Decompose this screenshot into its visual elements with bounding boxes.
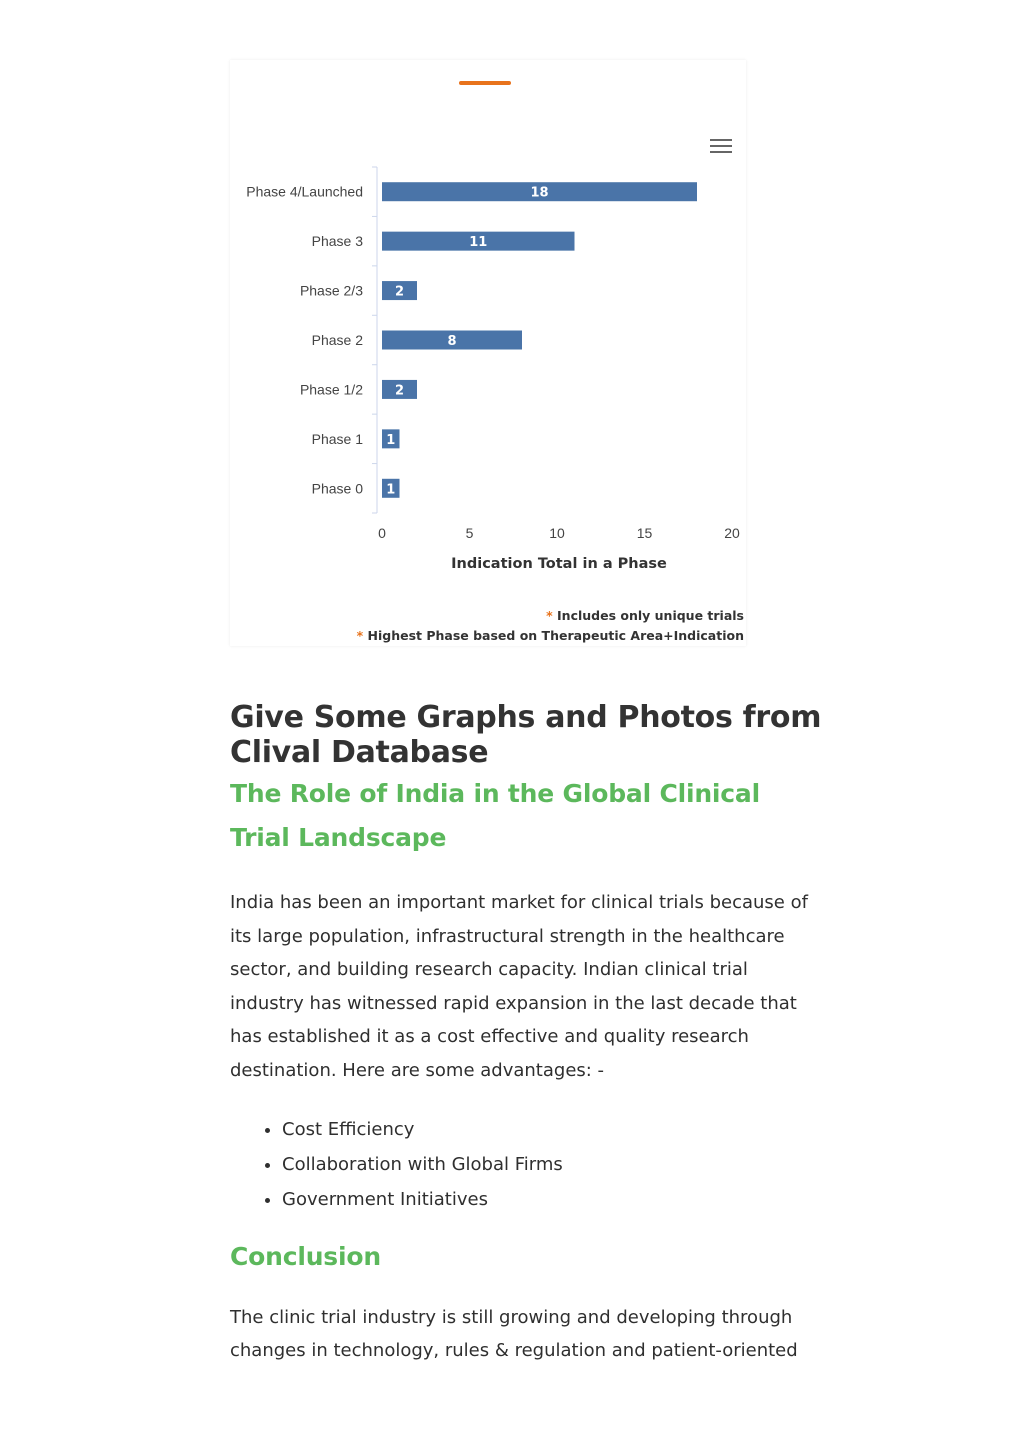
bar-value-label: 8	[447, 334, 457, 349]
category-label: Phase 1	[311, 430, 363, 447]
phase-chart-card	[230, 60, 746, 646]
page-title: Give Some Graphs and Photos from Clival Database	[230, 700, 822, 770]
x-tick-label: 0	[378, 525, 386, 541]
article	[230, 700, 830, 1368]
category-label: Phase 0	[311, 480, 363, 497]
chart-note-1: * Includes only unique trials	[546, 608, 744, 623]
bar-value-label: 1	[386, 482, 396, 498]
conclusion-heading: Conclusion	[230, 1241, 381, 1271]
bar-value-label: 2	[394, 284, 405, 300]
x-tick-label: 15	[636, 525, 653, 541]
intro-paragraph: India has been an important market for clinical trials because of its large population, infrastructural strength in the healthcare sector, and building research capacity. Indian clinical trial industry has witnessed rapid expansion in the last decade that has established it as a cost effective and quality research destination. Here are some advantages: -	[230, 892, 808, 1081]
bar-value-label: 11	[469, 235, 488, 251]
chart-notes	[357, 606, 744, 646]
category-label: Phase 2/3	[299, 282, 363, 299]
list-item: • Collaboration with Global Firms	[282, 1147, 830, 1182]
category-label: Phase 3	[311, 233, 363, 250]
x-axis-title: Indication Total in a Phase	[451, 556, 667, 572]
category-label: Phase 4/Launched	[246, 183, 363, 200]
advantages-list	[230, 1112, 830, 1217]
category-label: Phase 2	[311, 332, 363, 348]
x-tick-label: 20	[724, 525, 740, 541]
section-heading-india: The Role of India in the Global Clinical Trial Landscape	[230, 779, 760, 852]
x-tick-label: 5	[465, 525, 474, 541]
chart-note-2: * Highest Phase based on Therapeutic Area+Indication	[356, 628, 744, 643]
conclusion-paragraph: The clinic trial industry is still growing and developing through changes in technology, rules & regulation and patient-oriented	[230, 1306, 798, 1362]
bar-value-label: 1	[386, 432, 396, 448]
phase-bar-chart	[230, 60, 746, 600]
x-tick-label: 10	[549, 525, 565, 541]
list-item: • Government Initiatives	[282, 1182, 830, 1217]
list-item: • Cost Efficiency	[282, 1112, 830, 1147]
bar-value-label: 18	[530, 185, 549, 201]
category-label: Phase 1/2	[299, 381, 363, 398]
bar-value-label: 2	[394, 383, 405, 399]
